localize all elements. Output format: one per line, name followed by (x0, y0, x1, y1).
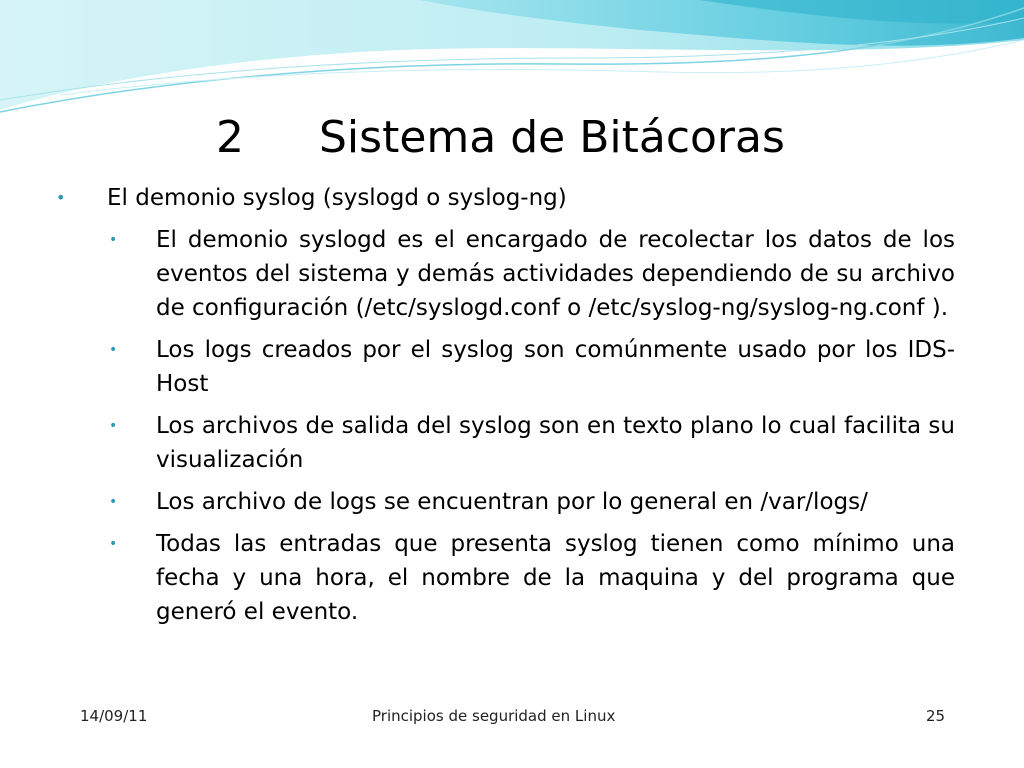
sub-bullet-icon: • (109, 232, 118, 248)
sub-bullet-icon: • (109, 342, 118, 358)
sub-bullet-list (107, 223, 955, 629)
sub-bullet-icon: • (109, 418, 118, 434)
sub-bullet-icon: • (109, 494, 118, 510)
title-number: 2 (216, 112, 244, 163)
sub-bullet-item (107, 527, 955, 629)
bullet-text: El demonio syslog (syslogd o syslog-ng) (107, 185, 567, 211)
sub-bullet-item (107, 485, 955, 519)
sub-bullet-item (107, 223, 955, 325)
slide-content (56, 181, 956, 637)
sub-bullet-text: Todas las entradas que presenta syslog tienen como mínimo una fecha y una hora, el nombre de la maquina y del programa que generó el evento. (156, 531, 955, 625)
sub-bullet-text: Los archivos de salida del syslog son en texto plano lo cual facilita su visualización (156, 413, 955, 473)
sub-bullet-text: Los logs creados por el syslog son comúnmente usado por los IDS-Host (156, 337, 955, 397)
bullet-icon: • (56, 188, 66, 207)
bullet-item (56, 181, 956, 215)
slide-title (216, 108, 785, 168)
footer-page-number: 25 (926, 707, 946, 725)
title-text: Sistema de Bitácoras (319, 112, 785, 163)
sub-bullet-text: Los archivo de logs se encuentran por lo general en /var/logs/ (156, 489, 868, 515)
footer-title: Principios de seguridad en Linux (372, 707, 616, 725)
sub-bullet-text: El demonio syslogd es el encargado de recolectar los datos de los eventos del sistema y demás actividades dependiendo de su archivo de configuración (/etc/syslogd.conf o /etc/syslog-ng/syslog-ng.conf ). (156, 227, 955, 321)
sub-bullet-item (107, 409, 955, 477)
sub-bullet-item (107, 333, 955, 401)
sub-bullet-icon: • (109, 536, 118, 552)
footer-date: 14/09/11 (80, 707, 148, 725)
